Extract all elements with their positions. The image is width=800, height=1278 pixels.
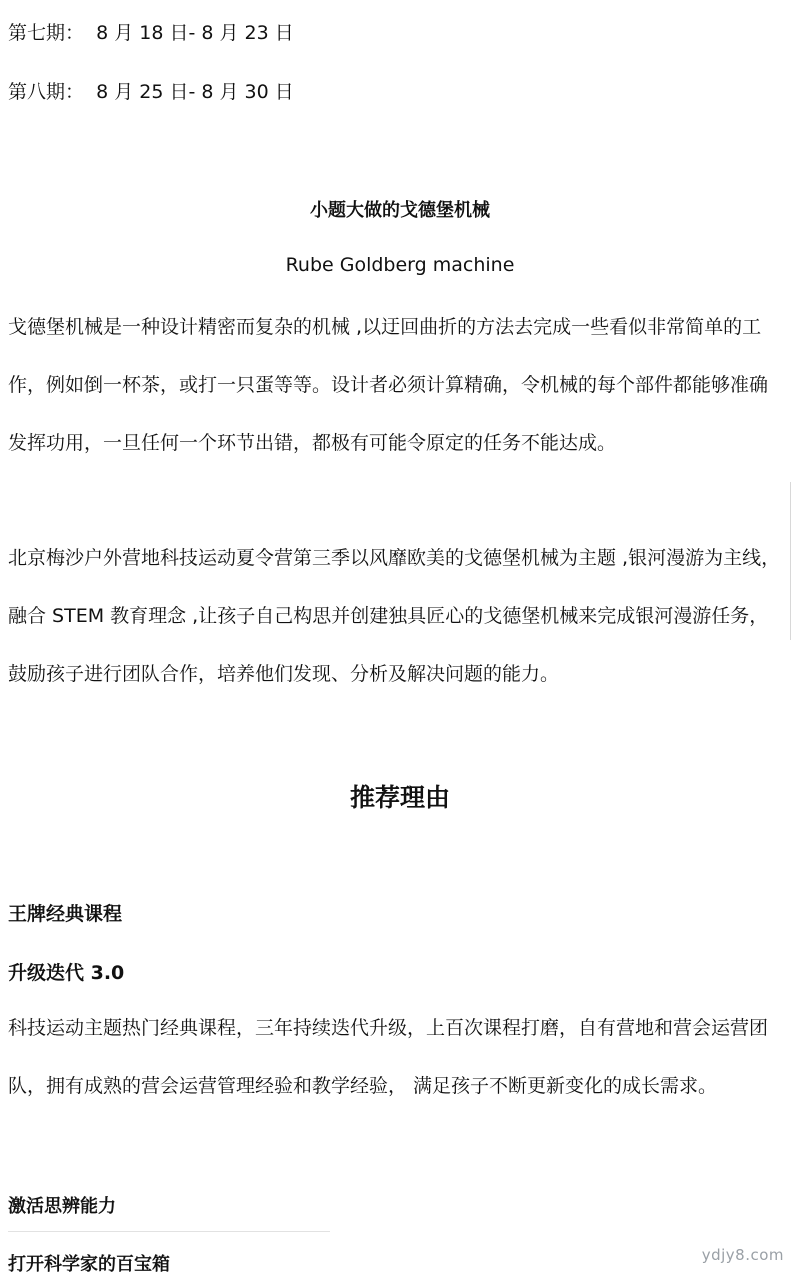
item1-subtitle: 升级迭代 3.0 [8, 962, 125, 984]
machine-title-cn: 小题大做的戈德堡机械 [310, 200, 490, 221]
machine-description-paragraph [8, 298, 792, 472]
recommend-heading: 推荐理由 [349, 783, 450, 812]
item1-title: 王牌经典课程 [8, 903, 123, 925]
schedule-label: 第七期： [8, 22, 85, 44]
schedule-label: 第八期： [8, 81, 85, 103]
schedule-dates: 8 月 18 日- 8 月 23 日 [96, 22, 294, 44]
schedule-dates: 8 月 25 日- 8 月 30 日 [96, 81, 294, 103]
item1-paragraph [8, 999, 792, 1115]
item2-subtitle: 打开科学家的百宝箱 [8, 1254, 170, 1275]
paragraph-line: 北京梅沙户外营地科技运动夏令营第三季以风靡欧美的戈德堡机械为主题 ,银河漫游为主线， [8, 547, 781, 569]
paragraph-line: 科技运动主题热门经典课程，三年持续迭代升级，上百次课程打磨，自有营地和营会运营团 [8, 1017, 769, 1039]
schedule-item-7 [8, 18, 294, 45]
paragraph-line: 戈德堡机械是一种设计精密而复杂的机械 ,以迂回曲折的方法去完成一些看似非常简单的工 [8, 316, 762, 338]
paragraph-line: 发挥功用，一旦任何一个环节出错，都极有可能令原定的任务不能达成。 [8, 432, 617, 454]
paragraph-line: 队，拥有成熟的营会运营管理经验和教学经验， 满足孩子不断更新变化的成长需求。 [8, 1075, 718, 1097]
paragraph-line: 鼓励孩子进行团队合作，培养他们发现、分析及解决问题的能力。 [8, 663, 560, 685]
watermark-text: ydjy8.com [701, 1246, 784, 1264]
paragraph-line: 作，例如倒一杯茶，或打一只蛋等等。设计者必须计算精确，令机械的每个部件都能够准确 [8, 374, 769, 396]
section-divider [8, 1231, 330, 1232]
schedule-item-8 [8, 77, 294, 104]
paragraph-line: 融合 STEM 教育理念 ,让孩子自己构思并创建独具匠心的戈德堡机械来完成银河漫游任务， [8, 605, 769, 627]
camp-description-paragraph [8, 529, 792, 703]
item2-title: 激活思辨能力 [8, 1196, 116, 1217]
machine-title-en: Rube Goldberg machine [285, 254, 515, 276]
